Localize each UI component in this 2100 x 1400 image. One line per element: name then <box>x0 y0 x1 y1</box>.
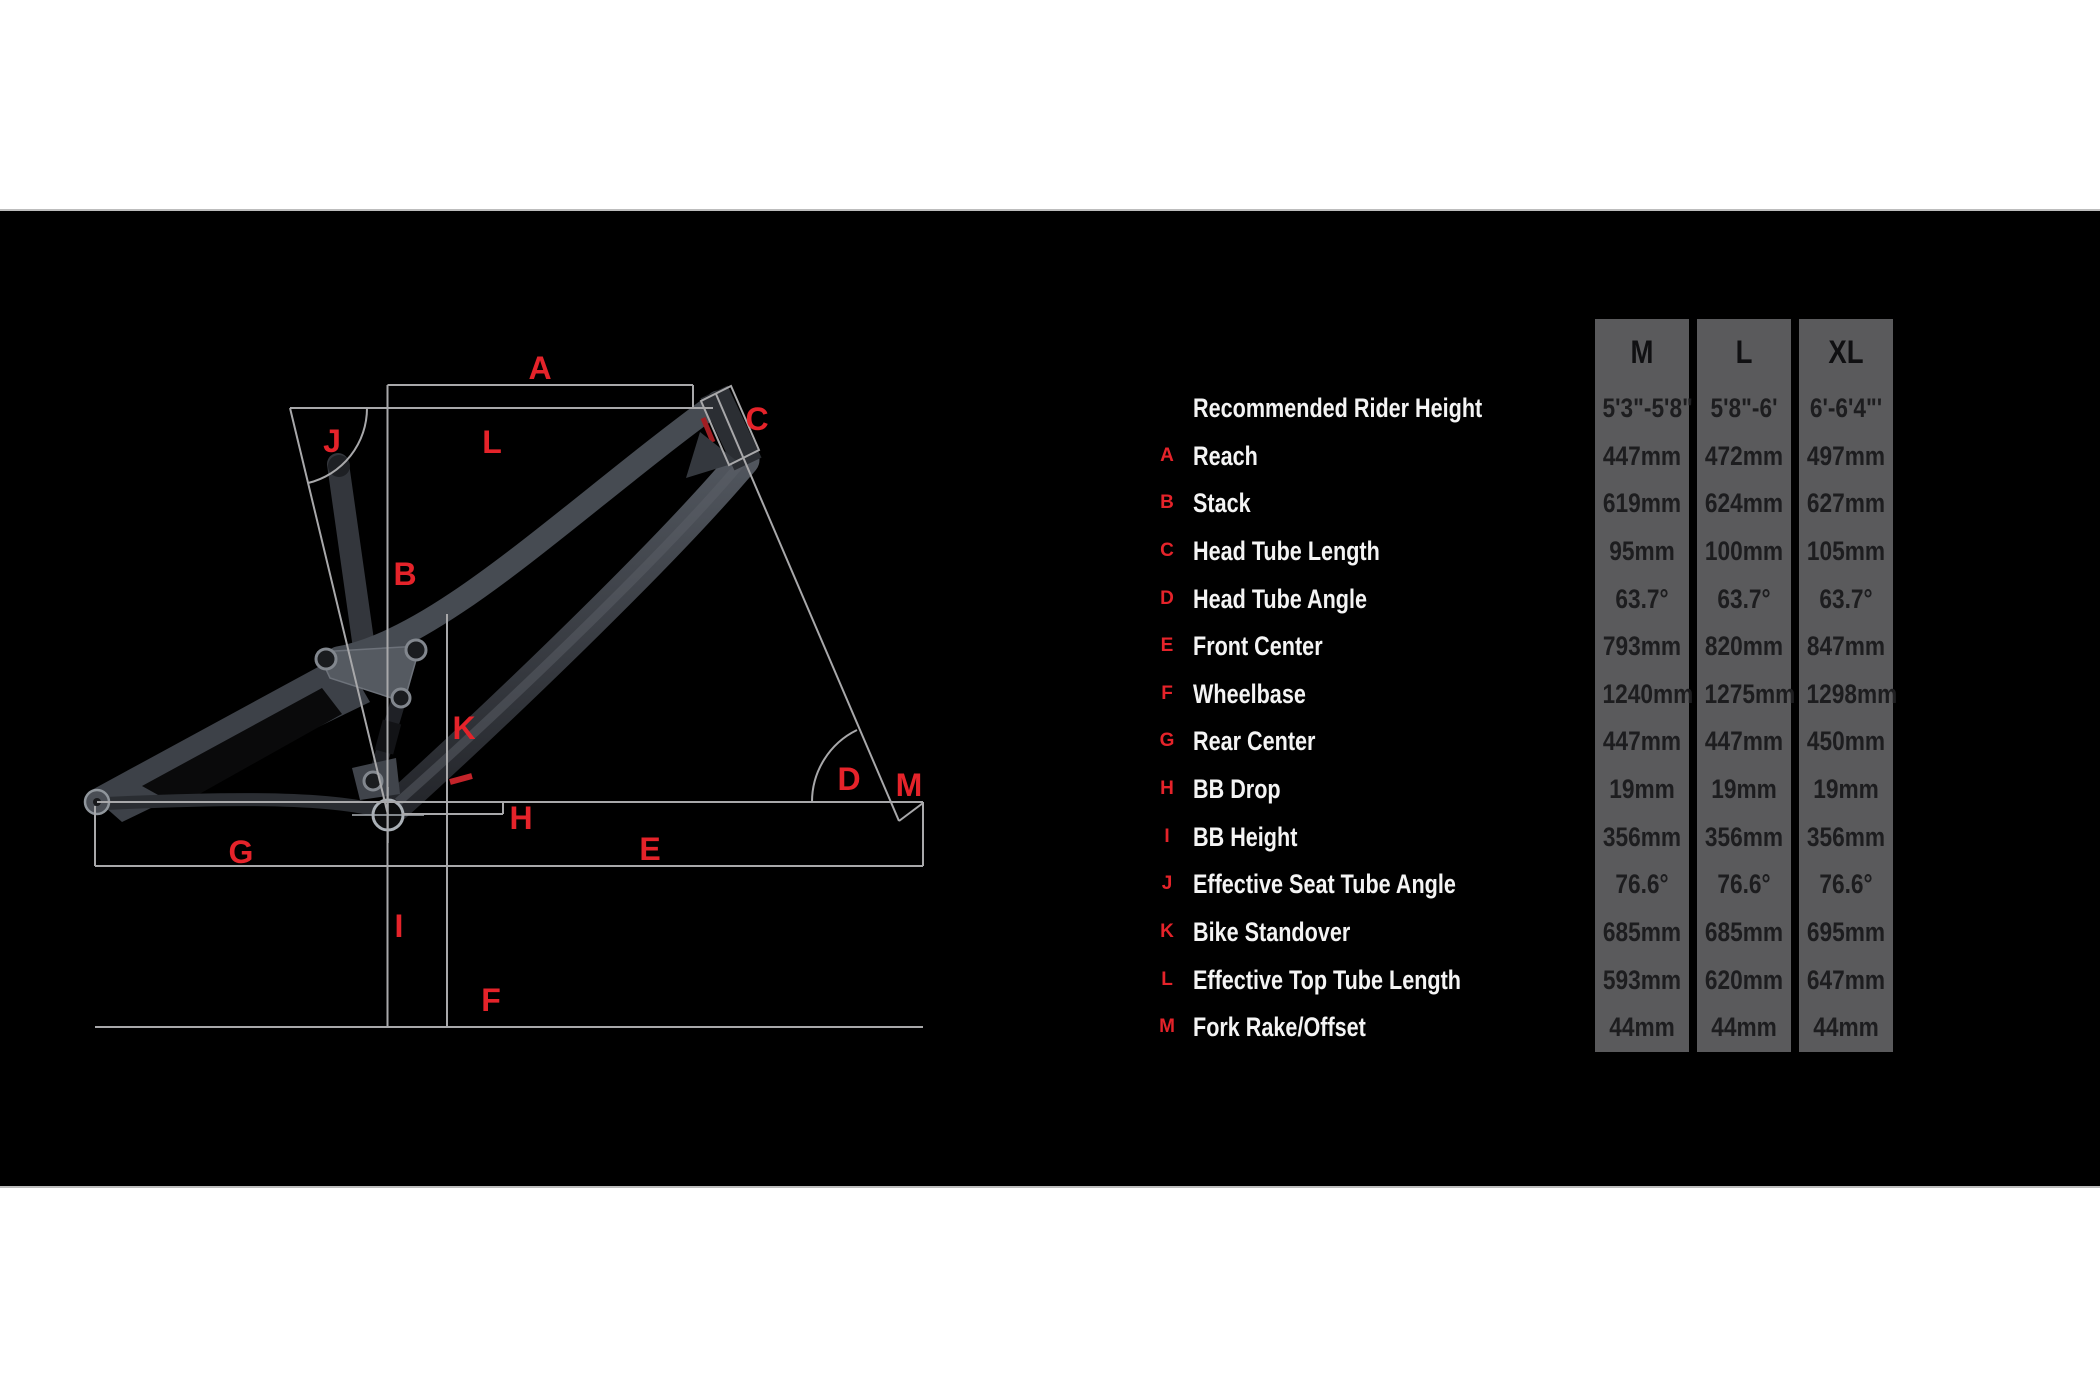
diagram-label-M: M <box>895 767 923 803</box>
geometry-value-xl: 63.7° <box>1819 583 1873 614</box>
geometry-value-m: 793mm <box>1602 631 1682 662</box>
legend-letter: M <box>1159 1016 1175 1038</box>
size-header: M <box>1630 334 1654 370</box>
geometry-label: Head Tube Angle <box>1193 583 1368 614</box>
geometry-row <box>0 479 2100 527</box>
geometry-label: Bike Standover <box>1193 917 1351 948</box>
geometry-value-xl: 6'-6'4"' <box>1809 393 1883 423</box>
geometry-row <box>0 670 2100 718</box>
diagram-label-L: L <box>482 424 502 460</box>
geometry-value-xl: 1298mm <box>1806 678 1898 709</box>
geometry-value-xl: 44mm <box>1813 1012 1879 1043</box>
geometry-value-xl: 847mm <box>1806 631 1886 662</box>
geometry-value-m: 685mm <box>1602 917 1682 948</box>
diagram-label-A: A <box>528 350 552 386</box>
geometry-value-l: 100mm <box>1704 535 1784 566</box>
geometry-value-l: 5'8"-6' <box>1710 393 1778 423</box>
geometry-label: Effective Top Tube Length <box>1193 964 1461 995</box>
legend-letter: C <box>1160 539 1174 561</box>
geometry-row <box>0 527 2100 575</box>
geometry-value-xl: 627mm <box>1806 488 1886 519</box>
legend-letter: J <box>1161 873 1173 895</box>
geometry-value-l: 1275mm <box>1704 678 1796 709</box>
geometry-row <box>0 956 2100 1004</box>
diagram-label-I: I <box>394 908 404 944</box>
diagram-label-H: H <box>509 800 533 836</box>
bottom-divider <box>0 1186 2100 1188</box>
geometry-value-l: 624mm <box>1704 488 1784 519</box>
legend-letter: K <box>1160 921 1174 943</box>
geometry-value-l: 76.6° <box>1717 869 1771 900</box>
geometry-value-m: 76.6° <box>1615 869 1669 900</box>
geometry-row <box>0 908 2100 956</box>
size-header: XL <box>1828 334 1864 370</box>
diagram-label-K: K <box>452 710 476 746</box>
geometry-row <box>0 813 2100 861</box>
geometry-value-l: 620mm <box>1704 964 1784 995</box>
legend-letter: H <box>1160 778 1174 800</box>
geometry-row <box>0 860 2100 908</box>
geometry-value-m: 1240mm <box>1602 678 1694 709</box>
geometry-label: Rear Center <box>1193 726 1316 757</box>
geometry-row <box>0 765 2100 813</box>
geometry-row <box>0 432 2100 480</box>
geometry-value-l: 44mm <box>1711 1012 1777 1043</box>
geometry-value-l: 356mm <box>1704 821 1784 852</box>
geometry-value-l: 472mm <box>1704 440 1784 471</box>
geometry-value-m: 356mm <box>1602 821 1682 852</box>
geometry-value-xl: 647mm <box>1806 964 1886 995</box>
geometry-value-l: 19mm <box>1711 774 1777 805</box>
geometry-label: Wheelbase <box>1193 678 1306 709</box>
legend-letter: L <box>1161 968 1173 990</box>
geometry-value-m: 447mm <box>1602 726 1682 757</box>
legend-letter: B <box>1160 492 1174 514</box>
geometry-value-xl: 695mm <box>1806 917 1886 948</box>
geometry-value-l: 685mm <box>1704 917 1784 948</box>
geometry-value-m: 619mm <box>1602 488 1682 519</box>
geometry-label: BB Drop <box>1193 774 1281 805</box>
geometry-panel <box>0 211 2100 1186</box>
geometry-value-m: 19mm <box>1609 774 1675 805</box>
geometry-value-l: 63.7° <box>1717 583 1771 614</box>
legend-letter: F <box>1161 682 1173 704</box>
legend-letter: A <box>1160 444 1174 466</box>
geometry-label: Fork Rake/Offset <box>1193 1012 1366 1043</box>
geometry-label: Front Center <box>1193 631 1323 662</box>
diagram-label-E: E <box>639 831 661 867</box>
geometry-label: Stack <box>1193 488 1251 519</box>
size-header: L <box>1735 334 1753 370</box>
geometry-value-m: 63.7° <box>1615 583 1669 614</box>
geometry-value-xl: 450mm <box>1806 726 1886 757</box>
geometry-label: Recommended Rider Height <box>1193 393 1483 423</box>
geometry-label: Reach <box>1193 440 1258 471</box>
geometry-value-m: 44mm <box>1609 1012 1675 1043</box>
geometry-value-m: 5'3"-5'8" <box>1602 393 1693 423</box>
geometry-label: Effective Seat Tube Angle <box>1193 869 1456 900</box>
geometry-value-m: 95mm <box>1609 535 1675 566</box>
legend-letter: E <box>1160 635 1174 657</box>
geometry-value-l: 820mm <box>1704 631 1784 662</box>
geometry-value-xl: 497mm <box>1806 440 1886 471</box>
diagram-label-J: J <box>323 423 341 459</box>
diagram-label-F: F <box>481 982 501 1018</box>
geometry-value-m: 447mm <box>1602 440 1682 471</box>
geometry-value-xl: 19mm <box>1813 774 1879 805</box>
geometry-value-xl: 105mm <box>1806 535 1886 566</box>
geometry-value-xl: 356mm <box>1806 821 1886 852</box>
geometry-value-xl: 76.6° <box>1819 869 1873 900</box>
legend-letter: I <box>1164 825 1170 847</box>
geometry-row <box>0 717 2100 765</box>
geometry-label: BB Height <box>1193 821 1298 852</box>
geometry-value-m: 593mm <box>1602 964 1682 995</box>
diagram-label-G: G <box>228 834 254 870</box>
diagram-label-C: C <box>745 401 769 437</box>
geometry-row <box>0 575 2100 623</box>
geometry-row <box>0 622 2100 670</box>
legend-letter: G <box>1159 730 1175 752</box>
legend-letter: D <box>1160 587 1174 609</box>
diagram-label-B: B <box>393 556 417 592</box>
geometry-label: Head Tube Length <box>1193 535 1380 566</box>
geometry-value-l: 447mm <box>1704 726 1784 757</box>
geometry-row <box>0 1003 2100 1051</box>
geometry-row <box>0 384 2100 432</box>
diagram-label-D: D <box>837 761 861 797</box>
